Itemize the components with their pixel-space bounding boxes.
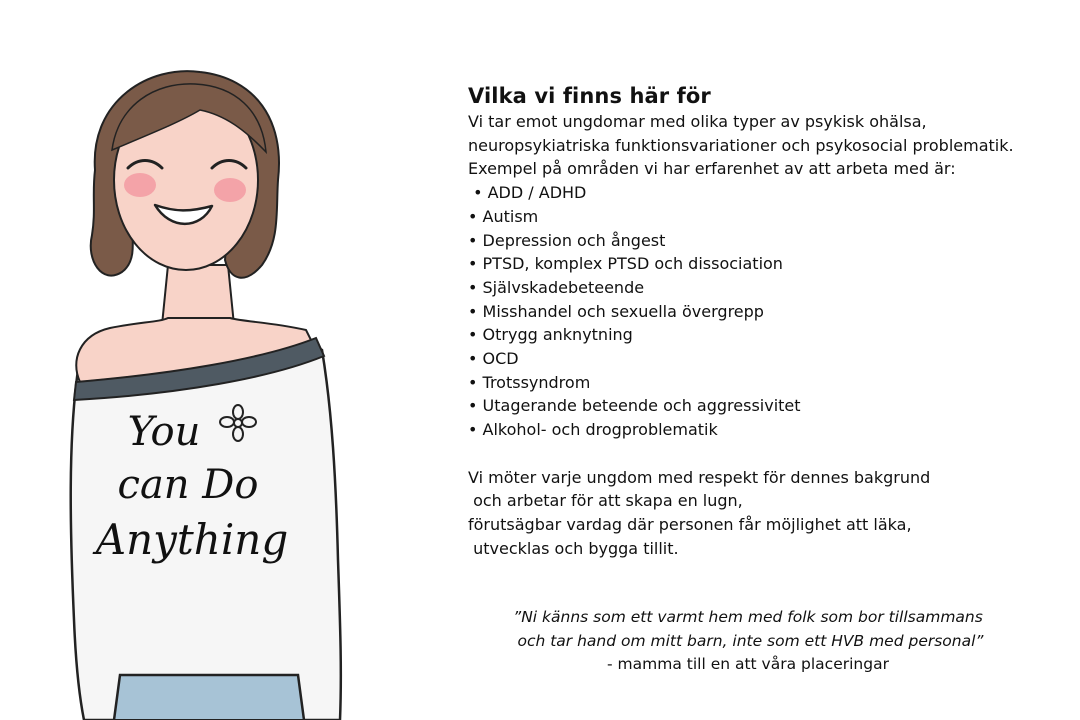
list-item: • Alkohol- och drogproblematik [468,420,718,440]
section-heading: Vilka vi finns här för [468,84,711,108]
girl-illustration [40,60,370,720]
intro-line: neuropsykiatriska funktionsvariationer och psykosocial problematik. [468,135,1014,155]
list-item: • Depression och ångest [468,230,666,250]
intro-text [468,110,1058,181]
shirt-text-line-3: Anything [95,515,289,564]
list-item: • Autism [468,206,539,226]
left-cheek [124,173,156,197]
intro-line: Exempel på områden vi har erfarenhet av att arbeta med är: [468,159,956,179]
quote-attribution: - mamma till en att våra placeringar [607,655,889,673]
closing-text [468,466,1058,561]
jeans [102,675,308,720]
closing-line: och arbetar för att skapa en lugn, [468,491,743,511]
list-item: • ADD / ADHD [468,183,587,203]
shirt-text-line-2: can Do [117,462,259,508]
list-item: • Trotssyndrom [468,372,591,392]
right-cheek [214,178,246,202]
shirt-text-line-1: You [127,409,201,455]
list-item: • Utagerande beteende och aggressivitet [468,396,801,416]
content-column [468,84,1058,560]
list-item: • Misshandel och sexuella övergrepp [468,301,764,321]
testimonial-quote [468,606,1028,677]
experience-list [468,181,1058,442]
quote-line: och tar hand om mitt barn, inte som ett HVB med personal” [512,631,984,650]
closing-line: Vi möter varje ungdom med respekt för dennes bakgrund [468,467,931,487]
quote-line: ”Ni känns som ett varmt hem med folk som bor tillsammans [513,608,983,626]
closing-line: förutsägbar vardag där personen får möjlighet att läka, [468,514,912,534]
list-item: • OCD [468,349,519,369]
closing-line: utvecklas och bygga tillit. [468,538,679,558]
list-item: • Otrygg anknytning [468,325,633,345]
neck [162,265,234,325]
list-item: • Självskadebeteende [468,277,645,297]
list-item: • PTSD, komplex PTSD och dissociation [468,254,783,274]
intro-line: Vi tar emot ungdomar med olika typer av psykisk ohälsa, [468,112,927,131]
